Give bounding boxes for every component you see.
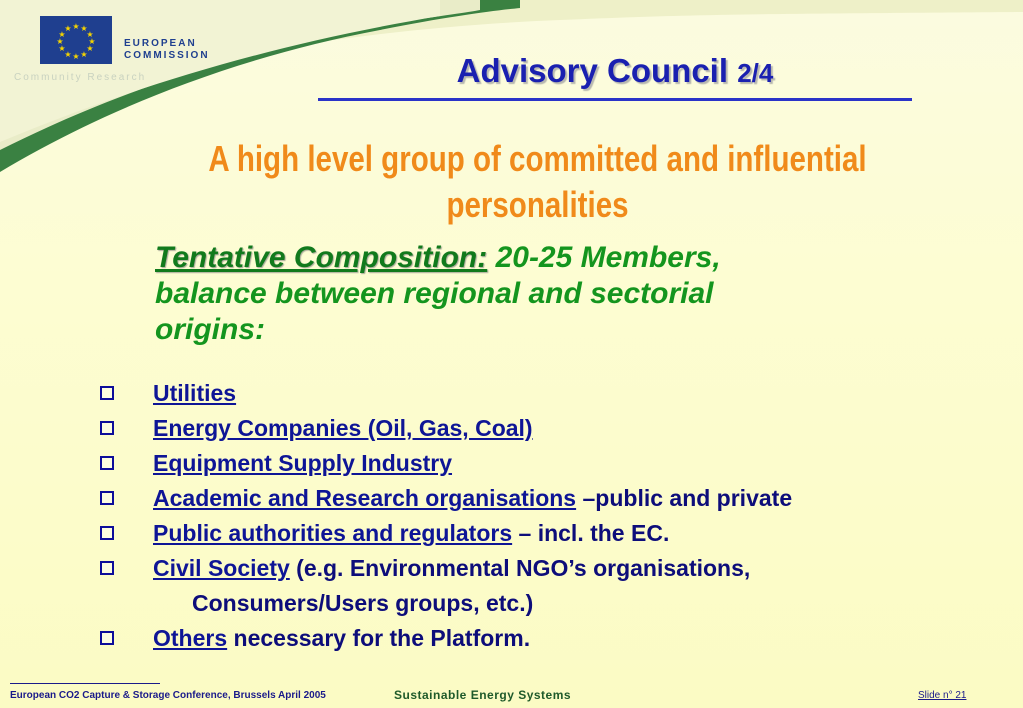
item-link-others[interactable]: Others	[153, 625, 228, 651]
composition-line2: balance between regional and sectorial	[155, 277, 714, 310]
item-rest: –public and private	[576, 485, 793, 511]
list-item	[0, 621, 1023, 656]
item-rest: necessary for the Platform.	[227, 625, 531, 651]
svg-text:★: ★	[80, 24, 88, 33]
logo-line1: EUROPEAN	[124, 38, 197, 49]
footer-program: Sustainable Energy Systems	[394, 688, 572, 702]
svg-text:★: ★	[58, 30, 66, 39]
item-link-energy-companies[interactable]: Energy Companies (Oil, Gas, Coal)	[153, 415, 533, 441]
composition-lead: Tentative Composition:	[155, 241, 488, 274]
item-rest: (e.g. Environmental NGO’s organisations,	[289, 555, 751, 581]
list-item	[0, 376, 1023, 411]
checkbox-bullet-icon	[100, 526, 114, 540]
eu-commission-logo	[124, 38, 210, 62]
item-link-utilities[interactable]: Utilities	[153, 380, 237, 406]
svg-text:★: ★	[86, 44, 94, 53]
slide-number-link[interactable]: Slide n° 21	[918, 690, 967, 701]
checkbox-bullet-icon	[100, 561, 114, 575]
svg-text:★: ★	[58, 44, 66, 53]
item-rest: – incl. the EC.	[512, 520, 670, 546]
composition-block	[155, 240, 875, 348]
title-part: 2/4	[737, 58, 774, 88]
svg-text:★: ★	[80, 50, 88, 59]
item-link-public-authorities[interactable]: Public authorities and regulators	[153, 520, 513, 546]
composition-line1-rest: 20-25 Members,	[487, 241, 721, 274]
item-link-civil-society[interactable]: Civil Society	[153, 555, 290, 581]
slide-title	[320, 52, 910, 92]
checkbox-bullet-icon	[100, 491, 114, 505]
footer-divider	[10, 683, 160, 684]
list-item	[0, 446, 1023, 481]
svg-text:★: ★	[56, 37, 64, 46]
slide-subtitle	[195, 136, 880, 228]
checkbox-bullet-icon	[100, 421, 114, 435]
svg-text:★: ★	[64, 50, 72, 59]
item-link-academic-research[interactable]: Academic and Research organisations	[153, 485, 577, 511]
eu-flag-icon	[40, 16, 112, 64]
checkbox-bullet-icon	[100, 631, 114, 645]
logo-subtitle: Community Research	[14, 72, 147, 83]
svg-text:★: ★	[86, 30, 94, 39]
subtitle-line1: A high level group of committed and influential	[208, 138, 867, 179]
list-item	[0, 551, 1023, 586]
logo-line2: COMMISSION	[124, 50, 210, 61]
svg-text:★: ★	[88, 37, 96, 46]
list-item-continuation: Consumers/Users groups, etc.)	[192, 590, 534, 616]
svg-text:★: ★	[72, 52, 80, 61]
title-main: Advisory Council	[456, 52, 729, 89]
title-underline	[318, 98, 912, 101]
list-item	[0, 481, 1023, 516]
item-link-equipment-supply[interactable]: Equipment Supply Industry	[153, 450, 453, 476]
footer-conference: European CO2 Capture & Storage Conference, Brussels April 2005	[10, 690, 326, 701]
checkbox-bullet-icon	[100, 386, 114, 400]
list-item	[0, 411, 1023, 446]
svg-text:★: ★	[64, 24, 72, 33]
member-list	[0, 376, 1023, 656]
svg-text:★: ★	[72, 22, 80, 31]
checkbox-bullet-icon	[100, 456, 114, 470]
composition-line3: origins:	[155, 313, 265, 346]
list-item	[0, 516, 1023, 551]
subtitle-line2: personalities	[446, 184, 629, 225]
